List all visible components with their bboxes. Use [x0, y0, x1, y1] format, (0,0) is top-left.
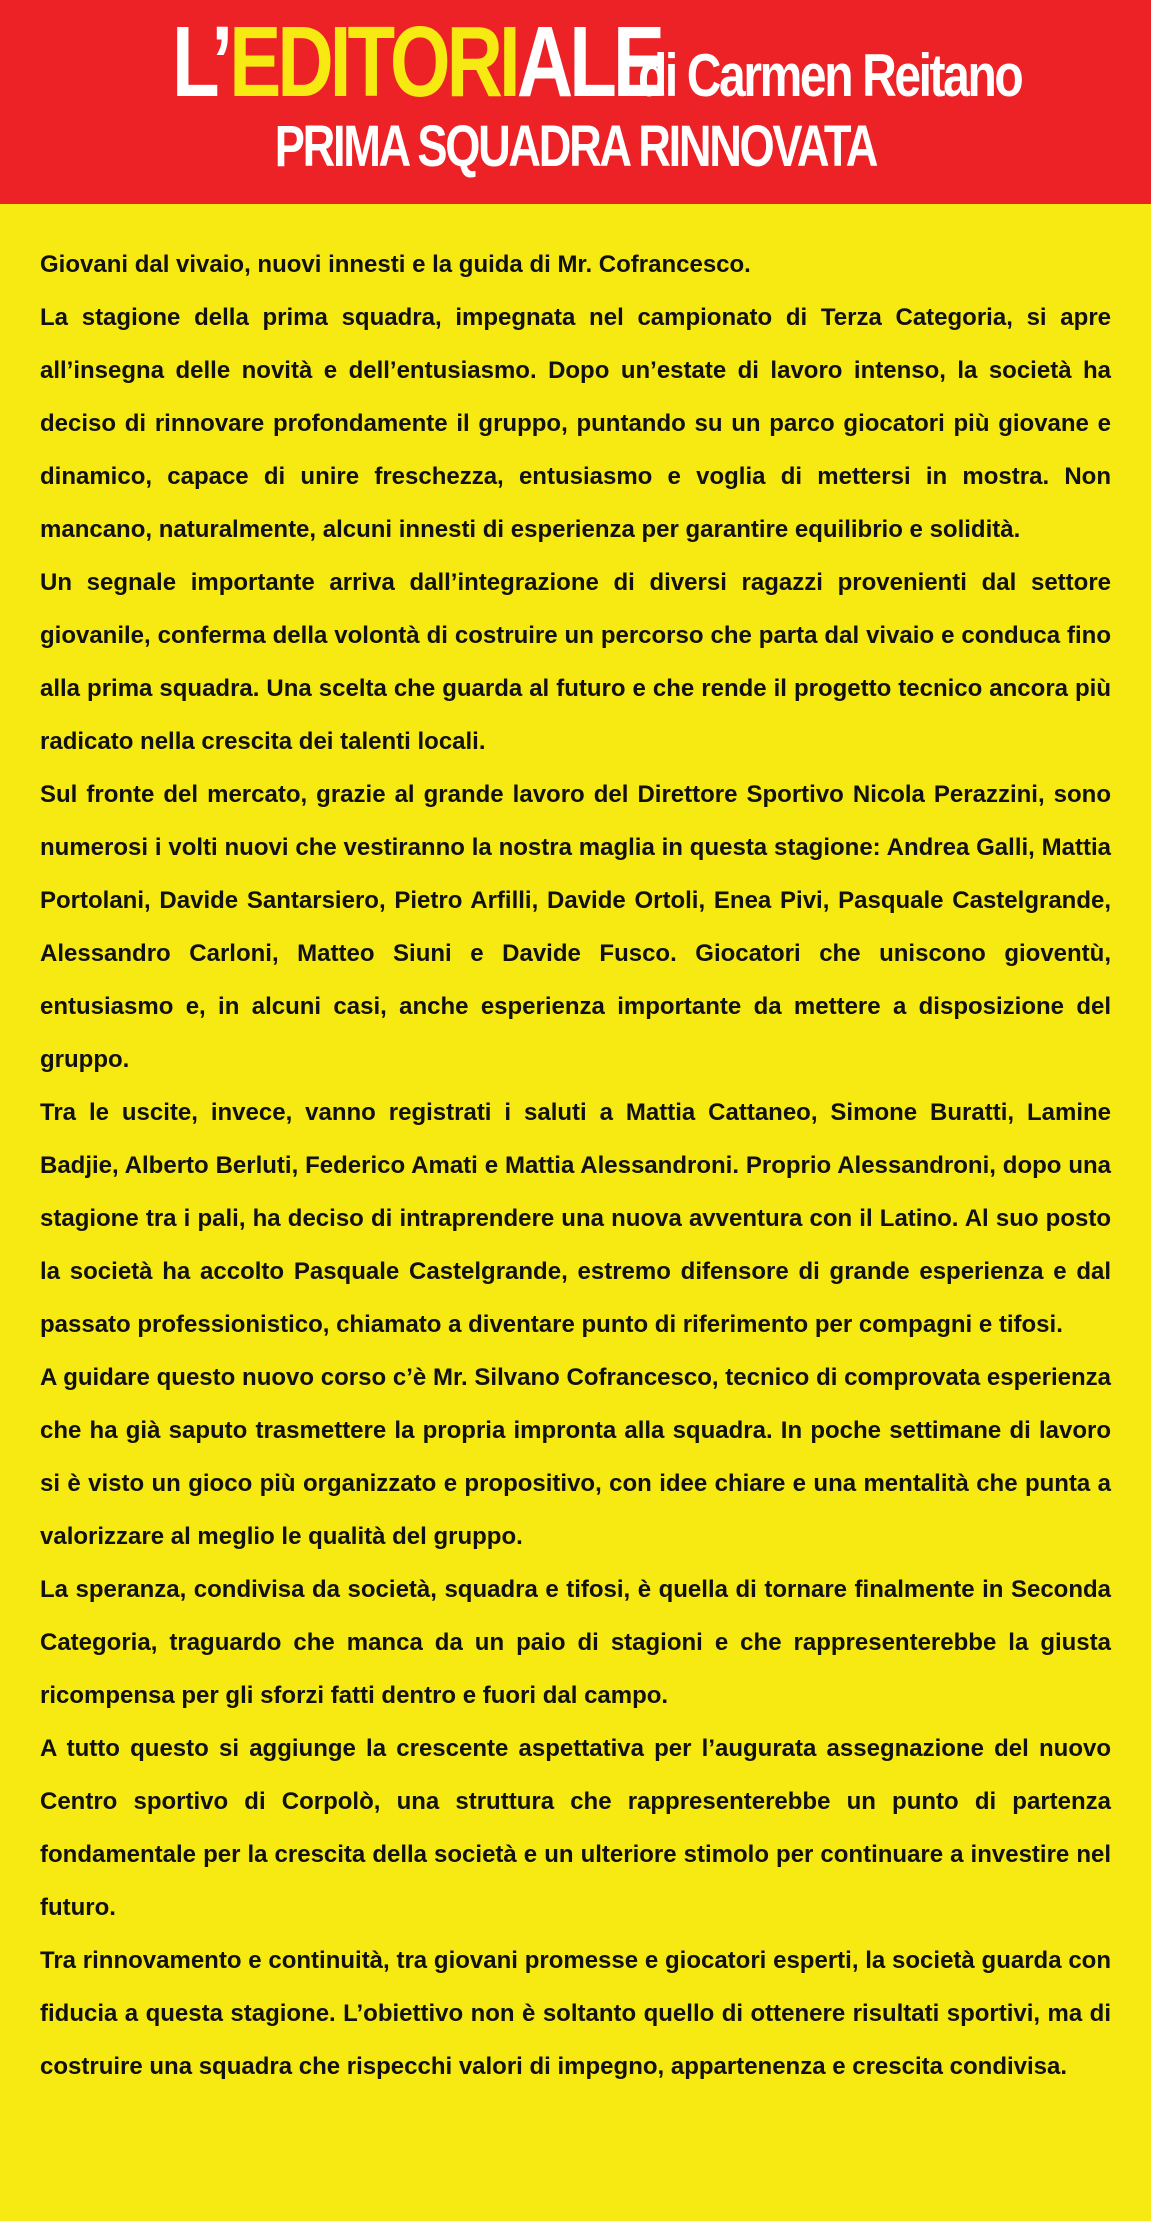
paragraph: La stagione della prima squadra, impegnata nel campionato di Terza Categoria, si apre all’insegna delle novità e dell’entusiasmo. Dopo un’estate di lavoro intenso, la società ha deciso di rinnovare profondamente il gruppo, puntando su un parco giocatori più giovane e dinamico, capace di unire freschezza, entusiasmo e voglia di mettersi in mostra. Non mancano, naturalmente, alcuni innesti di esperienza per garantire equilibrio e solidità.: [40, 304, 1111, 543]
paragraph: A guidare questo nuovo corso c’è Mr. Silvano Cofrancesco, tecnico di comprovata esperienza che ha già saputo trasmettere la propria impronta alla squadra. In poche settimane di lavoro si è visto un gioco più organizzato e propositivo, con idee chiare e una mentalità che punta a valorizzare al meglio le qualità del gruppo.: [40, 1364, 1111, 1550]
title-apostrophe: L’: [172, 6, 230, 118]
title-suffix: ALE: [517, 6, 662, 118]
subtitle-text: PRIMA SQUADRA RINNOVATA: [274, 114, 877, 179]
paragraph: La speranza, condivisa da società, squadra e tifosi, è quella di tornare finalmente in Seconda Categoria, traguardo che manca da un paio di stagioni e che rappresenterebbe la giusta ricompensa per gli sforzi fatti dentro e fuori dal campo.: [40, 1576, 1111, 1709]
header-banner: [0, 0, 1151, 204]
paragraph-lead: Giovani dal vivaio, nuovi innesti e la guida di Mr. Cofrancesco.: [40, 251, 751, 278]
paragraph: Tra rinnovamento e continuità, tra giovani promesse e giocatori esperti, la società guarda con fiducia a questa stagione. L’obiettivo non è soltanto quello di ottenere risultati sportivi, ma di costruire una squadra che rispecchi valori di impegno, appartenenza e crescita condivisa.: [40, 1947, 1111, 2080]
paragraph: Tra le uscite, invece, vanno registrati i saluti a Mattia Cattaneo, Simone Buratti, Lamine Badjie, Alberto Berluti, Federico Amati e Mattia Alessandroni. Proprio Alessandroni, dopo una stagione tra i pali, ha deciso di intraprendere una nuova avventura con il Latino. Al suo posto la società ha accolto Pasquale Castelgrande, estremo difensore di grande esperienza e dal passato professionistico, chiamato a diventare punto di riferimento per compagni e tifosi.: [40, 1099, 1111, 1338]
title-highlight: EDITORI: [229, 6, 518, 118]
paragraph: Sul fronte del mercato, grazie al grande lavoro del Direttore Sportivo Nicola Perazzini, sono numerosi i volti nuovi che vestiranno la nostra maglia in questa stagione: Andrea Galli, Mattia Portolani, Davide Santarsiero, Pietro Arfilli, Davide Ortoli, Enea Pivi, Pasquale Castelgrande, Alessandro Carloni, Matteo Siuni e Davide Fusco. Giocatori che uniscono gioventù, entusiasmo e, in alcuni casi, anche esperienza importante da mettere a disposizione del gruppo.: [40, 781, 1111, 1073]
article-subtitle: [0, 114, 1151, 179]
article-body: [40, 238, 1111, 2093]
editoriale-title: [172, 6, 662, 118]
title-line: [0, 6, 1151, 118]
paragraph: A tutto questo si aggiunge la crescente aspettativa per l’augurata assegnazione del nuovo Centro sportivo di Corpolò, una struttura che rappresenterebbe un punto di partenza fondamentale per la crescita della società e un ulteriore stimolo per continuare a investire nel futuro.: [40, 1735, 1111, 1921]
author-byline: di Carmen Reitano: [637, 42, 1021, 109]
paragraph: Un segnale importante arriva dall’integrazione di diversi ragazzi provenienti dal settore giovanile, conferma della volontà di costruire un percorso che parta dal vivaio e conduca fino alla prima squadra. Una scelta che guarda al futuro e che rende il progetto tecnico ancora più radicato nella crescita dei talenti locali.: [40, 569, 1111, 755]
